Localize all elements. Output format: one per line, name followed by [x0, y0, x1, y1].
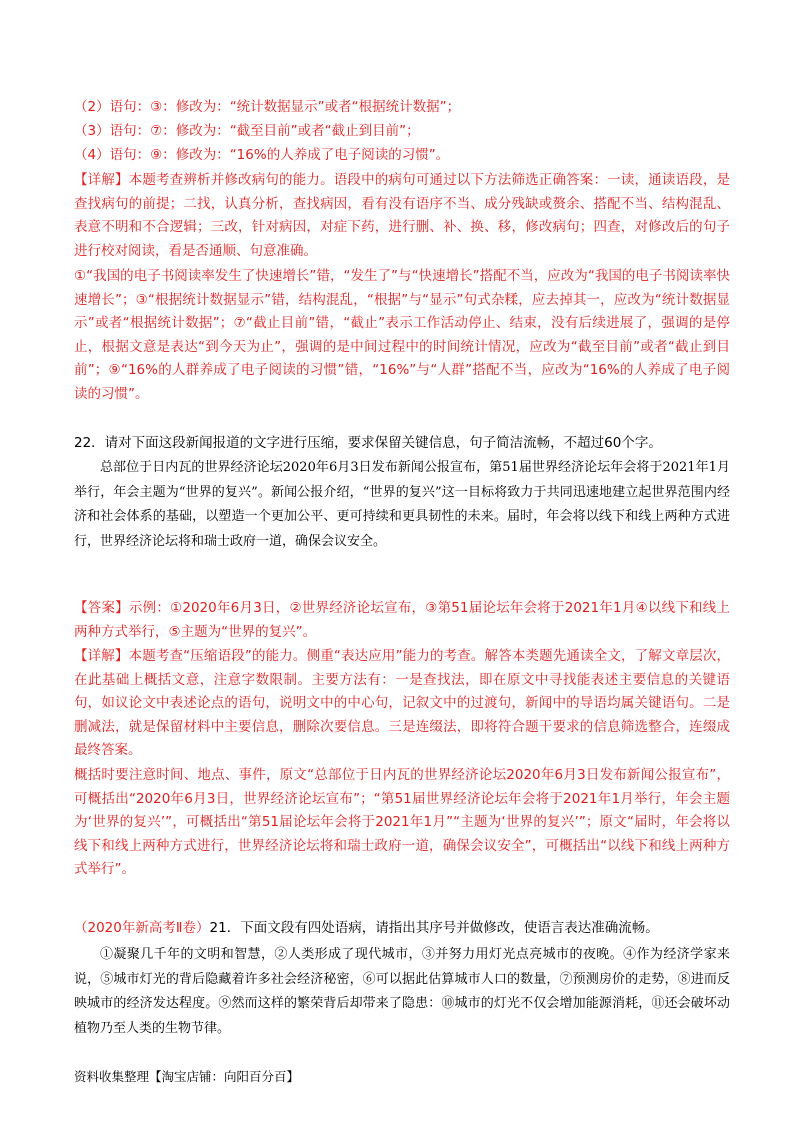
detail-text: 本题考查“压缩语段”的能力。侧重“表达应用”能力的考查。解答本类题先通读全文，了解文章层次，在此基础上概括文意，注意字数限制。主要方法有：一是查找法，即在原文中寻找能表述主要信息的关键语句，如议论文中表述论点的语句，说明文中的中心句，记叙文中的过渡句，新闻中的导语均属关键语句。二是删减法，就是保留材料中主要信息，删除次要信息。三是连缀法，即将符合题干要求的信息筛选整合，连缀成最终答案。: [74, 648, 730, 758]
question-21-prompt: [74, 917, 730, 941]
detail-tag: 【详解】: [74, 172, 129, 188]
question-22-passage: 总部位于日内瓦的世界经济论坛2020年6月3日发布新闻公报宣布，第51届世界经济论坛年会将于2021年1月举行，年会主题为“世界的复兴”。新闻公报介绍，“世界的复兴”这一目标将致力于共同迅速地建立起世界范围内经济和社会体系的基础，以塑造一个更加公平、更可持续和更具韧性的未来。届时，年会将以线下和线上两种方式进行，世界经济论坛将和瑞士政府一道，确保会议安全。: [74, 460, 730, 549]
fix-line-3: （3）语句：⑦：修改为：“截至目前”或者“截止到目前”；: [74, 123, 420, 139]
detail-text: 本题考查辨析并修改病句的能力。语段中的病句可通过以下方法筛选正确答案：一读，通读语段，是查找病句的前提；二找，认真分析，查找病因，看有没有语序不当、成分残缺或赘余、搭配不当、结构混乱、表意不明和不合逻辑；三改，针对病因，对症下药，进行删、补、换、移，修改病句；四查，对修改后的句子进行校对阅读，看是否通顺、句意准确。: [74, 172, 731, 259]
question-22-prompt: 22．请对下面这段新闻报道的文字进行压缩，要求保留关键信息，句子简洁流畅，不超过60个字。: [74, 435, 662, 451]
analysis-paragraph-1: ①“我国的电子书阅读率发生了快速增长”错，“发生了”与“快速增长”搭配不当，应改为“我国的电子书阅读率快速增长”；③“根据统计数据显示”错，结构混乱，“根据”与“显示”句式杂糅，应去掉其一，应改为“统计数据显示”或者“根据统计数据”；⑦“截止目前”错，“截止”表示工作活动停止、结束，没有后续进展了，强调的是停止，根据文意是表达“到今天为止”，强调的是中间过程中的时间统计情况，应改为“截至目前”或者“截止到目前”；⑨“16%的人群养成了电子阅读的习惯”错，“16%”与“人群”搭配不当，应改为“16%的人养成了电子阅读的习惯”。: [74, 268, 730, 402]
answer-22: [74, 597, 730, 644]
analysis-paragraph-22: 概括时要注意时间、地点、事件，原文“总部位于日内瓦的世界经济论坛2020年6月3日发布新闻公报宣布”，可概括出“2020年6月3日，世界经济论坛宣布”；“第51届世界经济论坛年会将于2021年1月举行，年会主题为‘世界的复兴’”，可概括出“第51届论坛年会将于2021年1月”“主题为‘世界的复兴’”；原文“届时，年会将以线下和线上两种方式进行，世界经济论坛将和瑞士政府一道，确保会议安全”，可概括出“以线下和线上两种方式举行”。: [74, 767, 730, 877]
question-21-text: 21．下面文段有四处语病，请指出其序号并做修改，使语言表达准确流畅。: [209, 920, 659, 936]
page-footer: 资料收集整理【淘宝店铺：向阳百分百】: [74, 1069, 300, 1084]
fix-line-4: （4）语句：⑨：修改为：“16%的人养成了电子阅读的习惯”。: [74, 147, 450, 163]
detail-paragraph-22: [74, 645, 730, 763]
fix-line-2: （2）语句：③：修改为：“统计数据显示”或者“根据统计数据”；: [74, 99, 461, 115]
question-21-source: （2020年新高考Ⅱ卷）: [74, 920, 210, 936]
answer-tag: 【答案】: [74, 600, 129, 616]
answer-text: 示例：①2020年6月3日，②世界经济论坛宣布，③第51届论坛年会将于2021年1月④以线下和线上两种方式举行，⑤主题为“世界的复兴”。: [74, 600, 730, 640]
detail-tag: 【详解】: [74, 648, 129, 664]
question-21-passage: ①凝聚几千年的文明和智慧，②人类形成了现代城市，③并努力用灯光点亮城市的夜晚。④作为经济学家来说，⑤城市灯光的背后隐藏着许多社会经济秘密，⑥可以据此估算城市人口的数量，⑦预测房价的走势，⑧进而反映城市的经济发达程度。⑨然而这样的繁荣背后却带来了隐患：⑩城市的灯光不仅会增加能源消耗，⑪还会破坏动植物乃至人类的生物节律。: [74, 947, 730, 1036]
detail-paragraph-1: [74, 169, 730, 263]
